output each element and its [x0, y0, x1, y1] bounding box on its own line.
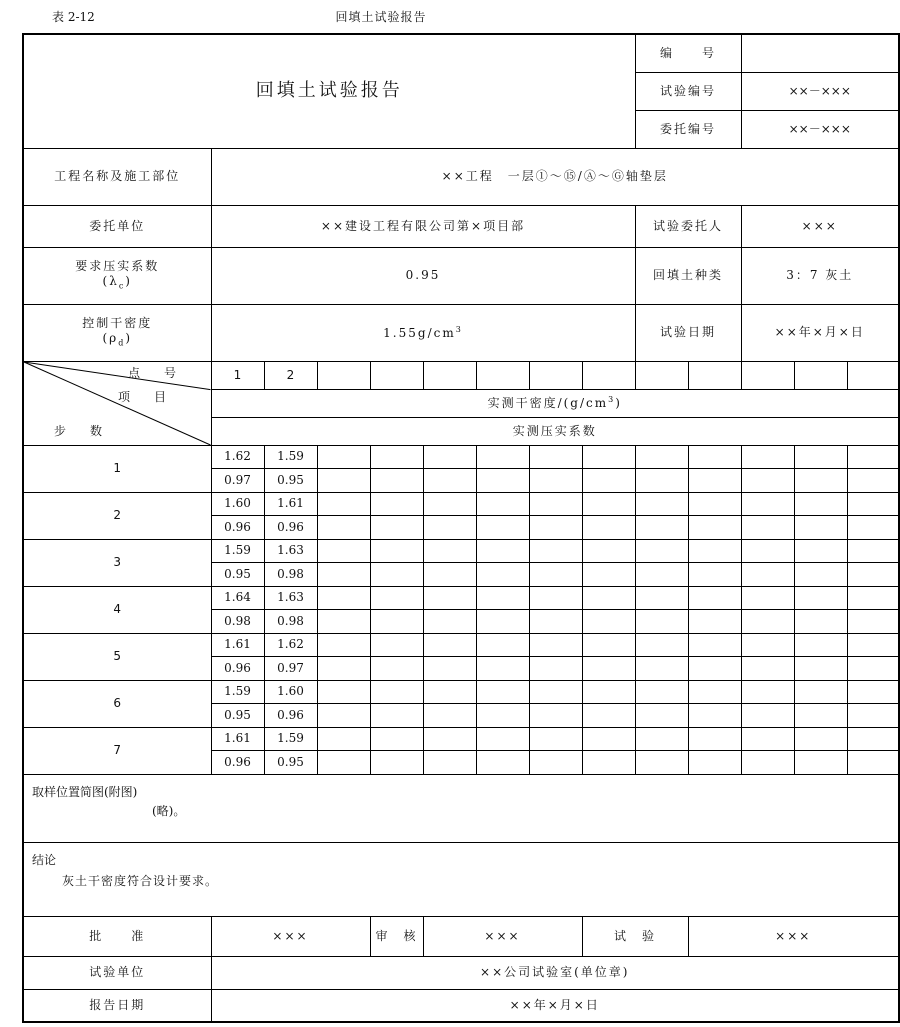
empty-cell: [635, 704, 688, 728]
step-number: 1: [23, 445, 211, 492]
empty-cell: [794, 563, 847, 587]
measured-density-value: 1.59: [264, 445, 317, 469]
density-label-cell: [23, 304, 211, 361]
empty-cell: [476, 704, 529, 728]
measured-density-value: 1.63: [264, 539, 317, 563]
empty-cell: [317, 657, 370, 681]
page-caption: 回填土试验报告: [335, 10, 427, 24]
empty-cell: [370, 751, 423, 775]
sampling-cell: [23, 774, 899, 842]
empty-cell: [370, 727, 423, 751]
measured-density-value: 1.62: [211, 445, 264, 469]
compaction-symbol-close: ): [125, 274, 132, 289]
empty-cell: [688, 680, 741, 704]
empty-cell: [635, 492, 688, 516]
empty-cell: [635, 445, 688, 469]
empty-cell: [370, 563, 423, 587]
measured-density-header: 实测干密度/(g/cm: [487, 396, 609, 410]
empty-cell: [794, 445, 847, 469]
step-number: 5: [23, 633, 211, 680]
empty-cell: [370, 445, 423, 469]
measured-density-value: 1.59: [264, 727, 317, 751]
empty-cell: [688, 727, 741, 751]
empty-cell: [741, 680, 794, 704]
empty-cell: [317, 539, 370, 563]
empty-cell: [794, 469, 847, 493]
point-header-3: [317, 361, 370, 389]
empty-cell: [688, 610, 741, 634]
title-row-1: [23, 34, 899, 72]
empty-cell: [582, 563, 635, 587]
compaction-coef-value: 0.96: [211, 657, 264, 681]
density-symbol: (ρ: [102, 331, 119, 346]
empty-cell: [317, 727, 370, 751]
point-header-4: [370, 361, 423, 389]
empty-cell: [635, 539, 688, 563]
empty-cell: [529, 657, 582, 681]
point-header-8: [582, 361, 635, 389]
diagonal-header-cell: [23, 361, 211, 445]
empty-cell: [847, 657, 899, 681]
empty-cell: [370, 704, 423, 728]
empty-cell: [370, 516, 423, 540]
empty-cell: [317, 445, 370, 469]
empty-cell: [423, 516, 476, 540]
measured-density-value: 1.61: [264, 492, 317, 516]
empty-cell: [688, 586, 741, 610]
empty-cell: [317, 516, 370, 540]
test-no-value: ××－×××: [741, 72, 899, 110]
empty-cell: [370, 633, 423, 657]
empty-cell: [847, 539, 899, 563]
empty-cell: [476, 633, 529, 657]
date-row: [23, 989, 899, 1022]
measured-density-value: 1.61: [211, 727, 264, 751]
measured-compaction-header: 实测压实系数: [211, 417, 899, 445]
serial-no-value: [741, 34, 899, 72]
empty-cell: [423, 610, 476, 634]
empty-cell: [635, 657, 688, 681]
empty-cell: [529, 539, 582, 563]
step-3-density-row: [23, 539, 899, 563]
empty-cell: [847, 680, 899, 704]
empty-cell: [423, 539, 476, 563]
empty-cell: [582, 633, 635, 657]
empty-cell: [582, 492, 635, 516]
empty-cell: [423, 704, 476, 728]
report-body: [23, 34, 899, 445]
empty-cell: [688, 492, 741, 516]
empty-cell: [476, 445, 529, 469]
empty-cell: [794, 657, 847, 681]
density-symbol-line: [24, 331, 211, 348]
empty-cell: [847, 516, 899, 540]
empty-cell: [688, 445, 741, 469]
measured-density-close: ): [615, 396, 622, 410]
report-date-label: 报告日期: [23, 989, 211, 1022]
diag-item-label: 项 目: [118, 389, 167, 404]
density-symbol-close: ): [125, 331, 133, 346]
signoff-row: [23, 916, 899, 956]
test-date-value: ××年×月×日: [741, 304, 899, 361]
measured-density-value: 1.60: [211, 492, 264, 516]
test-no-label: 试验编号: [635, 72, 741, 110]
report-title: 回填土试验报告: [255, 80, 403, 101]
soil-type-label: 回填土种类: [635, 247, 741, 304]
point-header-1: 1: [211, 361, 264, 389]
empty-cell: [423, 469, 476, 493]
step-4-density-row: [23, 586, 899, 610]
empty-cell: [688, 704, 741, 728]
step-7-density-row: [23, 727, 899, 751]
empty-cell: [847, 563, 899, 587]
empty-cell: [529, 751, 582, 775]
empty-cell: [370, 610, 423, 634]
empty-cell: [741, 539, 794, 563]
empty-cell: [582, 539, 635, 563]
empty-cell: [688, 516, 741, 540]
empty-cell: [529, 492, 582, 516]
empty-cell: [476, 751, 529, 775]
compaction-coef-value: 0.97: [264, 657, 317, 681]
empty-cell: [370, 539, 423, 563]
empty-cell: [741, 727, 794, 751]
diag-step-label: 步 数: [54, 423, 103, 438]
empty-cell: [794, 704, 847, 728]
requester-label: 试验委托人: [635, 205, 741, 247]
approve-label: 批 准: [23, 916, 211, 956]
empty-cell: [741, 469, 794, 493]
empty-cell: [582, 516, 635, 540]
empty-cell: [847, 704, 899, 728]
empty-cell: [317, 469, 370, 493]
empty-cell: [635, 586, 688, 610]
empty-cell: [741, 751, 794, 775]
empty-cell: [794, 610, 847, 634]
sampling-label: 取样位置简图(附图): [32, 784, 138, 799]
empty-cell: [370, 492, 423, 516]
compaction-coef-value: 0.96: [264, 704, 317, 728]
empty-cell: [529, 516, 582, 540]
empty-cell: [741, 586, 794, 610]
client-row: [23, 205, 899, 247]
point-header-2: 2: [264, 361, 317, 389]
empty-cell: [794, 727, 847, 751]
empty-cell: [794, 586, 847, 610]
compaction-coef-value: 0.98: [264, 610, 317, 634]
empty-cell: [582, 445, 635, 469]
sampling-note: (略)。: [152, 803, 186, 818]
steps-body: [23, 445, 899, 774]
empty-cell: [741, 516, 794, 540]
compaction-label: 要求压实系数: [75, 259, 160, 274]
empty-cell: [476, 727, 529, 751]
empty-cell: [688, 633, 741, 657]
empty-cell: [582, 586, 635, 610]
empty-cell: [476, 657, 529, 681]
review-label: 审 核: [370, 916, 423, 956]
empty-cell: [741, 704, 794, 728]
compaction-symbol: (λ: [102, 274, 119, 289]
empty-cell: [794, 633, 847, 657]
point-header-10: [688, 361, 741, 389]
point-header-7: [529, 361, 582, 389]
empty-cell: [423, 727, 476, 751]
points-header-row: [23, 361, 899, 389]
lab-label: 试验单位: [23, 956, 211, 989]
empty-cell: [847, 586, 899, 610]
compaction-coef-value: 0.97: [211, 469, 264, 493]
empty-cell: [582, 469, 635, 493]
compaction-symbol-line: [24, 274, 211, 291]
empty-cell: [370, 657, 423, 681]
step-5-density-row: [23, 633, 899, 657]
requester-value: ×××: [741, 205, 899, 247]
empty-cell: [476, 492, 529, 516]
empty-cell: [476, 680, 529, 704]
density-value-sup: 3: [455, 324, 463, 334]
empty-cell: [794, 516, 847, 540]
empty-cell: [688, 657, 741, 681]
measured-density-value: 1.60: [264, 680, 317, 704]
empty-cell: [794, 680, 847, 704]
empty-cell: [370, 469, 423, 493]
empty-cell: [423, 586, 476, 610]
step-number: 6: [23, 680, 211, 727]
empty-cell: [317, 586, 370, 610]
diag-point-label: 点 号: [128, 365, 177, 380]
empty-cell: [529, 680, 582, 704]
density-subscript: d: [118, 338, 126, 348]
empty-cell: [688, 469, 741, 493]
point-header-6: [476, 361, 529, 389]
empty-cell: [423, 680, 476, 704]
empty-cell: [688, 563, 741, 587]
point-header-11: [741, 361, 794, 389]
lab-row: [23, 956, 899, 989]
step-1-density-row: [23, 445, 899, 469]
empty-cell: [582, 657, 635, 681]
test-value: ×××: [688, 916, 899, 956]
empty-cell: [847, 492, 899, 516]
empty-cell: [529, 586, 582, 610]
empty-cell: [847, 445, 899, 469]
empty-cell: [476, 469, 529, 493]
empty-cell: [635, 680, 688, 704]
client-label: 委托单位: [23, 205, 211, 247]
empty-cell: [317, 492, 370, 516]
empty-cell: [582, 680, 635, 704]
report-footer-body: [23, 774, 899, 1022]
compaction-subscript: c: [118, 281, 126, 291]
empty-cell: [423, 492, 476, 516]
measured-density-value: 1.59: [211, 539, 264, 563]
empty-cell: [794, 751, 847, 775]
empty-cell: [741, 563, 794, 587]
empty-cell: [635, 610, 688, 634]
measured-density-value: 1.62: [264, 633, 317, 657]
empty-cell: [847, 469, 899, 493]
empty-cell: [794, 539, 847, 563]
project-label: 工程名称及施工部位: [23, 148, 211, 205]
compaction-coef-value: 0.96: [211, 751, 264, 775]
measured-density-value: 1.59: [211, 680, 264, 704]
empty-cell: [423, 633, 476, 657]
empty-cell: [741, 445, 794, 469]
empty-cell: [423, 563, 476, 587]
empty-cell: [423, 445, 476, 469]
empty-cell: [741, 657, 794, 681]
approve-value: ×××: [211, 916, 370, 956]
empty-cell: [423, 751, 476, 775]
empty-cell: [529, 727, 582, 751]
measured-density-value: 1.64: [211, 586, 264, 610]
project-value: ××工程 一层①～⑮/Ⓐ～Ⓖ轴垫层: [211, 148, 899, 205]
point-header-5: [423, 361, 476, 389]
compaction-coef-value: 0.96: [264, 516, 317, 540]
empty-cell: [423, 657, 476, 681]
report-date-value: ××年×月×日: [211, 989, 899, 1022]
measured-density-value: 1.63: [264, 586, 317, 610]
empty-cell: [476, 516, 529, 540]
compaction-label-cell: [23, 247, 211, 304]
empty-cell: [635, 727, 688, 751]
conclusion-text: 灰土干密度符合设计要求。: [62, 873, 219, 888]
empty-cell: [529, 469, 582, 493]
empty-cell: [582, 610, 635, 634]
empty-cell: [741, 610, 794, 634]
report-title-cell: [23, 34, 635, 148]
compaction-value: 0.95: [211, 247, 635, 304]
test-label: 试 验: [582, 916, 688, 956]
step-number: 3: [23, 539, 211, 586]
empty-cell: [688, 539, 741, 563]
empty-cell: [582, 704, 635, 728]
step-2-density-row: [23, 492, 899, 516]
empty-cell: [529, 563, 582, 587]
empty-cell: [529, 704, 582, 728]
density-value: 1.55g/cm: [383, 325, 456, 340]
empty-cell: [317, 704, 370, 728]
empty-cell: [847, 751, 899, 775]
project-row: [23, 148, 899, 205]
compaction-coef-value: 0.98: [211, 610, 264, 634]
commission-no-label: 委托编号: [635, 110, 741, 148]
empty-cell: [582, 751, 635, 775]
step-number: 7: [23, 727, 211, 774]
empty-cell: [847, 633, 899, 657]
empty-cell: [635, 633, 688, 657]
empty-cell: [794, 492, 847, 516]
point-header-12: [794, 361, 847, 389]
conclusion-label: 结论: [32, 852, 57, 867]
sampling-row: [23, 774, 899, 842]
step-number: 2: [23, 492, 211, 539]
density-label: 控制干密度: [82, 316, 153, 331]
soil-type-value: 3：7 灰土: [741, 247, 899, 304]
conclusion-cell: [23, 842, 899, 916]
backfill-test-report-table: [22, 33, 900, 1023]
empty-cell: [370, 680, 423, 704]
point-header-9: [635, 361, 688, 389]
empty-cell: [317, 610, 370, 634]
empty-cell: [635, 563, 688, 587]
empty-cell: [741, 492, 794, 516]
empty-cell: [741, 633, 794, 657]
client-value: ××建设工程有限公司第×项目部: [211, 205, 635, 247]
measured-density-sup: 3: [608, 395, 616, 404]
compaction-coef-value: 0.96: [211, 516, 264, 540]
compaction-coef-value: 0.95: [264, 751, 317, 775]
empty-cell: [529, 445, 582, 469]
measured-density-header-cell: [211, 389, 899, 417]
compaction-coef-value: 0.98: [264, 563, 317, 587]
empty-cell: [317, 633, 370, 657]
compaction-row: [23, 247, 899, 304]
diagonal-line-upper: [24, 362, 211, 390]
empty-cell: [529, 633, 582, 657]
empty-cell: [476, 586, 529, 610]
point-header-13: [847, 361, 899, 389]
empty-cell: [476, 539, 529, 563]
measured-density-value: 1.61: [211, 633, 264, 657]
empty-cell: [635, 469, 688, 493]
compaction-coef-value: 0.95: [211, 704, 264, 728]
empty-cell: [476, 610, 529, 634]
empty-cell: [317, 751, 370, 775]
compaction-coef-value: 0.95: [211, 563, 264, 587]
empty-cell: [370, 586, 423, 610]
empty-cell: [317, 563, 370, 587]
review-value: ×××: [423, 916, 582, 956]
empty-cell: [847, 727, 899, 751]
serial-no-label: 编 号: [635, 34, 741, 72]
empty-cell: [476, 563, 529, 587]
compaction-coef-value: 0.95: [264, 469, 317, 493]
empty-cell: [688, 751, 741, 775]
empty-cell: [529, 610, 582, 634]
step-6-density-row: [23, 680, 899, 704]
step-number: 4: [23, 586, 211, 633]
table-number: 表 2-12: [52, 10, 95, 24]
test-date-label: 试验日期: [635, 304, 741, 361]
density-value-cell: [211, 304, 635, 361]
empty-cell: [317, 680, 370, 704]
empty-cell: [582, 727, 635, 751]
commission-no-value: ××－×××: [741, 110, 899, 148]
empty-cell: [635, 751, 688, 775]
density-row: [23, 304, 899, 361]
lab-value: ××公司试验室(单位章): [211, 956, 899, 989]
conclusion-row: [23, 842, 899, 916]
empty-cell: [847, 610, 899, 634]
empty-cell: [635, 516, 688, 540]
